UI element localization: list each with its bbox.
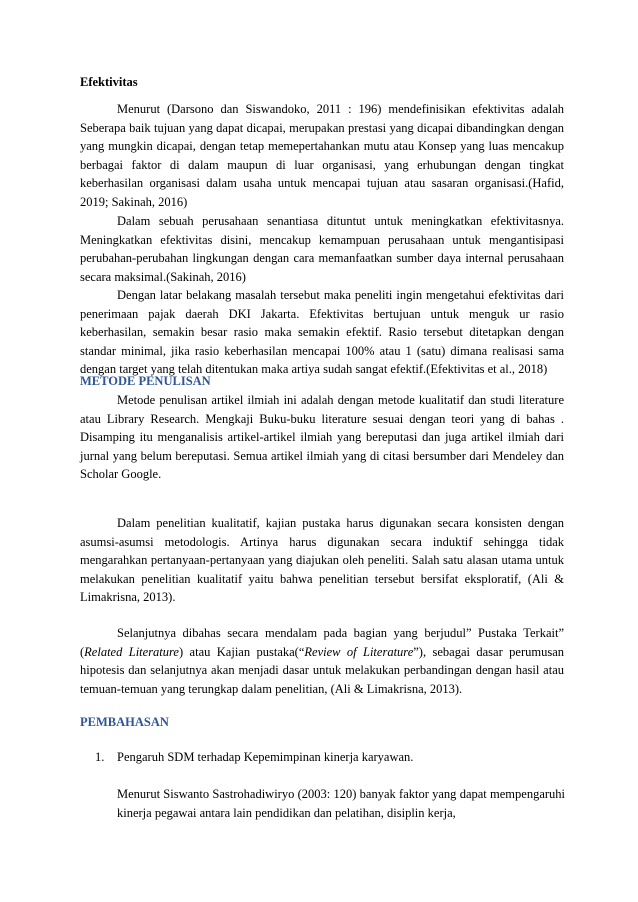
list-item-text: Pengaruh SDM terhadap Kepemimpinan kinerja karyawan.	[117, 750, 414, 764]
paragraph-text: Selanjutnya dibahas secara mendalam pada bagian yang berjudul” Pustaka Terkait” (	[80, 626, 564, 659]
paragraph-text: ”), sebagai dasar perumusan hipotesis dan selanjutnya akan menjadi dasar untuk melakukan perbandingan dengan hasil atau temuan-temuan yang terungkap dalam penelitian, (Ali & Limakrisna, 2013).	[80, 644, 564, 696]
emphasis-review-of-literature: Review of Literature	[304, 644, 414, 659]
list-number: 1.	[95, 750, 105, 764]
paragraph-metode-related-literature	[80, 624, 564, 698]
heading-pembahasan: PEMBAHASAN	[80, 715, 169, 729]
paragraph-efektivitas-company: Dalam sebuah perusahaan senantiasa dituntut untuk meningkatkan efektivitasnya. Meningkatkan efektivitas disini, mencakup kemampuan perusahaan untuk mengantisipasi perubahan-perubahan lingkungan dengan cara memanfaatkan sumber daya internal perusahaan secara maksimal.(Sakinah, 2016)	[80, 214, 564, 284]
paragraph-metode-literature: Metode penulisan artikel ilmiah ini adalah dengan metode kualitatif dan studi literature atau Library Research. Mengkaji Buku-buku literature sesuai dengan teori yang di bahas . Disamping itu menganalisis artikel-artikel ilmiah yang bereputasi dan juga artikel ilmiah dari jurnal yang belum bereputasi. Semua artikel ilmiah yang di citasi bersumber dari Mendeley dan Scholar Google.	[80, 393, 564, 482]
paragraph-metode-qualitative: Dalam penelitian kualitatif, kajian pustaka harus digunakan secara konsisten dengan asumsi-asumsi metodologis. Artinya harus digunakan secara induktif sehingga tidak mengarahkan pertanyaan-pertanyaan yang diajukan oleh peneliti. Salah satu alasan utama untuk melakukan penelitian kualitatif yaitu bahwa penelitian tersebut bersifat eksploratif, (Ali & Limakrisna, 2013).	[80, 516, 564, 605]
heading-efektivitas: Efektivitas	[80, 75, 138, 89]
paragraph-pembahasan-siswanto: Menurut Siswanto Sastrohadiwiryo (2003: 120) banyak faktor yang dapat mempengaruhi kinerja pegawai antara lain pendidikan dan pelatihan, disiplin kerja,	[117, 787, 565, 820]
heading-metode-penulisan: METODE PENULISAN	[80, 374, 211, 388]
paragraph-efektivitas-definition: Menurut (Darsono dan Siswandoko, 2011 : 196) mendefinisikan efektivitas adalah Seberapa baik tujuan yang dapat dicapai, merupakan prestasi yang dicapai dibandingkan dengan yang mungkin dicapai, dengan tetap memepertahankan mutu atau Konsep yang luas mencakup berbagai faktor di dalam maupun di luar organisasi, yang erhubungan dengan tingkat keberhasilan organisasi dalam usaha untuk mencapai tujuan atau sasaran organisasi.(Hafid, 2019; Sakinah, 2016)	[80, 102, 564, 209]
paragraph-text: ) atau Kajian pustaka(“	[178, 644, 305, 659]
emphasis-related-literature: Related Literature	[84, 644, 179, 659]
paragraph-efektivitas-ratio: Dengan latar belakang masalah tersebut maka peneliti ingin mengetahui efektivitas dari penerimaan pajak daerah DKI Jakarta. Efektivitas bertujuan untuk menguk ur rasio keberhasilan, semakin besar rasio maka semakin efektif. Rasio tersebut ditetapkan dengan standar minimal, jika rasio keberhasilan mencapai 100% atau 1 (satu) dimana realisasi sama dengan target yang telah ditentukan maka artiya sudah sangat efektif.(Efektivitas et al., 2018)	[80, 288, 564, 377]
